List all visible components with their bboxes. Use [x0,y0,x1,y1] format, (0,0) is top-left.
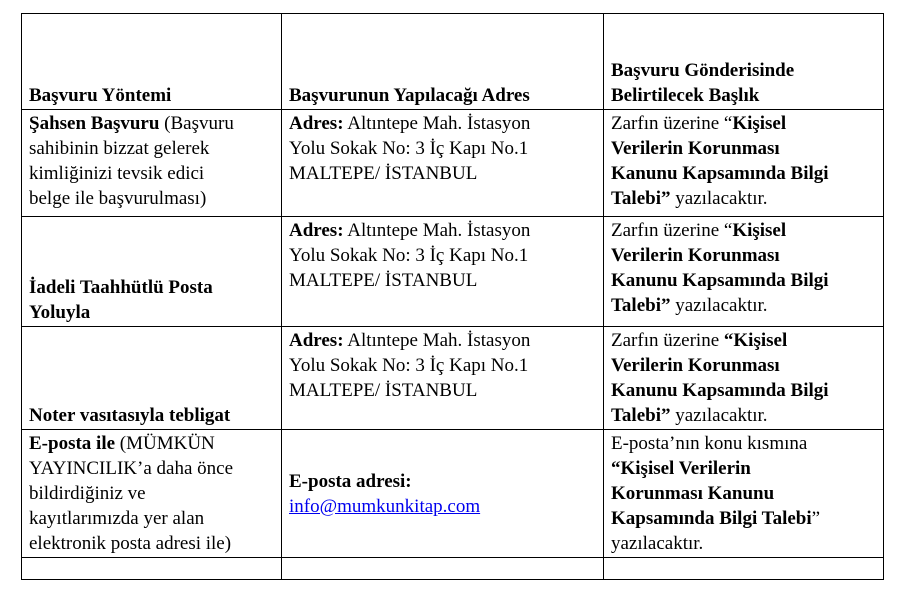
row2-address-label: Adres: [289,220,344,241]
row2-method [22,217,282,327]
row2-address-line2: Yolu Sokak No: 3 İç Kapı No.1 [289,245,529,266]
table-row [22,217,884,327]
row1-method-line3: kimliğinizi tevsik edici [29,163,205,184]
row4-address [282,430,604,558]
row3-subject-b2: Verilerin Korunması [611,355,780,376]
header-subject-line2: Belirtilecek Başlık [611,85,760,106]
header-address-text: Başvurunun Yapılacağı Adres [289,85,530,106]
row2-subject-pre: Zarfın üzerine “ [611,220,733,241]
table-row [22,430,884,558]
empty-cell-3 [604,558,884,580]
row3-subject-b4: Talebi” [611,405,671,426]
row2-address-line3: MALTEPE/ İSTANBUL [289,270,478,291]
row2-method-line1: İadeli Taahhütlü Posta [29,277,213,298]
row3-subject-b3: Kanunu Kapsamında Bilgi [611,380,829,401]
row3-subject-b1: “Kişisel [723,330,788,351]
row4-method-line3: bildirdiğiniz ve [29,483,146,504]
row3-subject [604,327,884,430]
row2-subject-b3: Kanunu Kapsamında Bilgi [611,270,829,291]
row2-subject-b2: Verilerin Korunması [611,245,780,266]
row4-method-line2: YAYINCILIK’a daha önce [29,458,234,479]
header-method [22,14,282,110]
row1-method-text: (Başvuru [159,113,234,134]
table-row [22,327,884,430]
row4-subject [604,430,884,558]
row1-subject-b3: Kanunu Kapsamında Bilgi [611,163,829,184]
empty-cell-2 [282,558,604,580]
table-row [22,110,884,217]
row1-method-line4: belge ile başvurulması) [29,188,207,209]
row4-subject-line1: E-posta’nın konu kısmına [611,433,808,454]
row1-address-line1: Altıntepe Mah. İstasyon [343,113,531,134]
row4-subject-b3: Kapsamında Bilgi Talebi [611,508,812,529]
row1-method-title: Şahsen Başvuru [29,113,160,134]
row1-method-line2: sahibinin bizzat gelerek [29,138,210,159]
table-row-empty [22,558,884,580]
row2-subject [604,217,884,327]
row4-method-line4: kayıtlarımızda yer alan [29,508,205,529]
row3-address [282,327,604,430]
row3-address-line1: Altıntepe Mah. İstasyon [343,330,531,351]
table-header-row [22,14,884,110]
row1-address [282,110,604,217]
header-subject [604,14,884,110]
row3-address-line3: MALTEPE/ İSTANBUL [289,380,478,401]
row2-subject-post: yazılacaktır. [670,295,768,316]
header-subject-line1: Başvuru Gönderisinde [611,60,795,81]
row4-method-title: E-posta ile [29,433,116,454]
email-link[interactable]: info@mumkunkitap.com [289,495,481,517]
row1-subject-b1: Kişisel [732,113,787,134]
row2-subject-b4: Talebi” [611,295,671,316]
row4-method-line5: elektronik posta adresi ile) [29,533,232,554]
row2-subject-b1: Kişisel [732,220,787,241]
row1-subject-b4: Talebi” [611,188,671,209]
row2-method-line2: Yoluyla [29,302,91,323]
row3-method [22,327,282,430]
row1-address-line3: MALTEPE/ İSTANBUL [289,163,478,184]
row2-address-line1: Altıntepe Mah. İstasyon [343,220,531,241]
row4-method-text: (MÜMKÜN [115,433,215,454]
row4-subject-b1: “Kişisel Verilerin [611,458,751,479]
row1-address-label: Adres: [289,113,344,134]
row3-address-label: Adres: [289,330,344,351]
row1-subject-post: yazılacaktır. [670,188,768,209]
row4-subject-post: yazılacaktır. [611,533,704,554]
row3-subject-pre: Zarfın üzerine [611,330,724,351]
row4-email-label: E-posta adresi: [289,470,412,492]
row1-method [22,110,282,217]
row1-address-line2: Yolu Sokak No: 3 İç Kapı No.1 [289,138,529,159]
header-address [282,14,604,110]
row4-subject-b2: Korunması Kanunu [611,483,775,504]
row4-subject-b3post: ” [811,508,821,529]
application-methods-table [21,13,884,580]
row3-address-line2: Yolu Sokak No: 3 İç Kapı No.1 [289,355,529,376]
empty-cell-1 [22,558,282,580]
row1-subject-pre: Zarfın üzerine “ [611,113,733,134]
row1-subject [604,110,884,217]
row3-subject-post: yazılacaktır. [670,405,768,426]
row3-method-line1: Noter vasıtasıyla tebligat [29,405,231,426]
row2-address [282,217,604,327]
header-method-text: Başvuru Yöntemi [29,85,172,106]
row4-method [22,430,282,558]
row1-subject-b2: Verilerin Korunması [611,138,780,159]
